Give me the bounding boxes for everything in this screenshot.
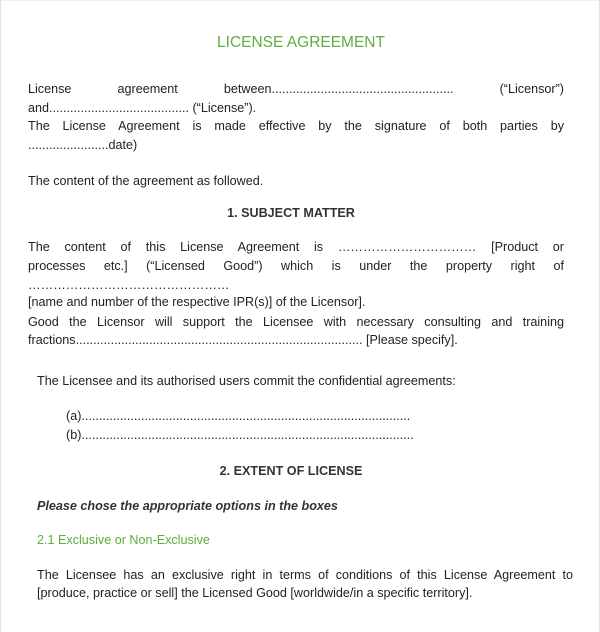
intro-word: (“Licensor”) (499, 82, 564, 96)
intro-line-2: and........................................ (“License”). (28, 101, 257, 115)
content-line: The content of the agreement as followed. (28, 174, 264, 188)
section-2-para-line-1: The Licensee has an exclusive right in terms of conditions of this License Agreement to (37, 568, 573, 582)
intro-line-1 (28, 80, 564, 98)
section-1-para-2-line-2: fractions.................................................................................. [Please specify]. (28, 333, 458, 347)
intro-word: agreement (117, 82, 178, 96)
section-1-para-2-line-1: Good the Licensor will support the Licensee with necessary consulting and training (28, 315, 564, 329)
section-1-para-1-line-2: processes etc.] (“Licensed Good”) which is under the property right of (28, 259, 564, 273)
list-item-a: (a).............................................................................................. (66, 409, 411, 423)
section-2-para-line-2: [produce, practice or sell] the Licensed Good [worldwide/in a specific territory]. (37, 586, 473, 600)
section-1-para-1-line-4: [name and number of the respective IPR(s)] of the Licensor]. (28, 295, 366, 309)
section-2-heading: 2. EXTENT OF LICENSE (219, 464, 363, 478)
intro-line-4: .......................date) (28, 138, 138, 152)
intro-line-3: The License Agreement is made effective by the signature of both parties by (28, 119, 564, 133)
intro-word: between.................................................... (223, 82, 454, 96)
confidential-line: The Licensee and its authorised users commit the confidential agreements: (37, 374, 456, 388)
subsection-heading: 2.1 Exclusive or Non-Exclusive (37, 533, 210, 547)
section-1-para-1-line-3: ………………………………………… (28, 278, 230, 292)
list-item-b: (b)............................................................................................... (66, 428, 414, 442)
document-title: LICENSE AGREEMENT (217, 34, 385, 51)
section-1-heading: 1. SUBJECT MATTER (227, 206, 355, 220)
instruction-line: Please chose the appropriate options in the boxes (37, 499, 338, 513)
intro-word: License (28, 82, 72, 96)
section-1-para-1-line-1: The content of this License Agreement is …………………………… [Product or (28, 240, 564, 254)
